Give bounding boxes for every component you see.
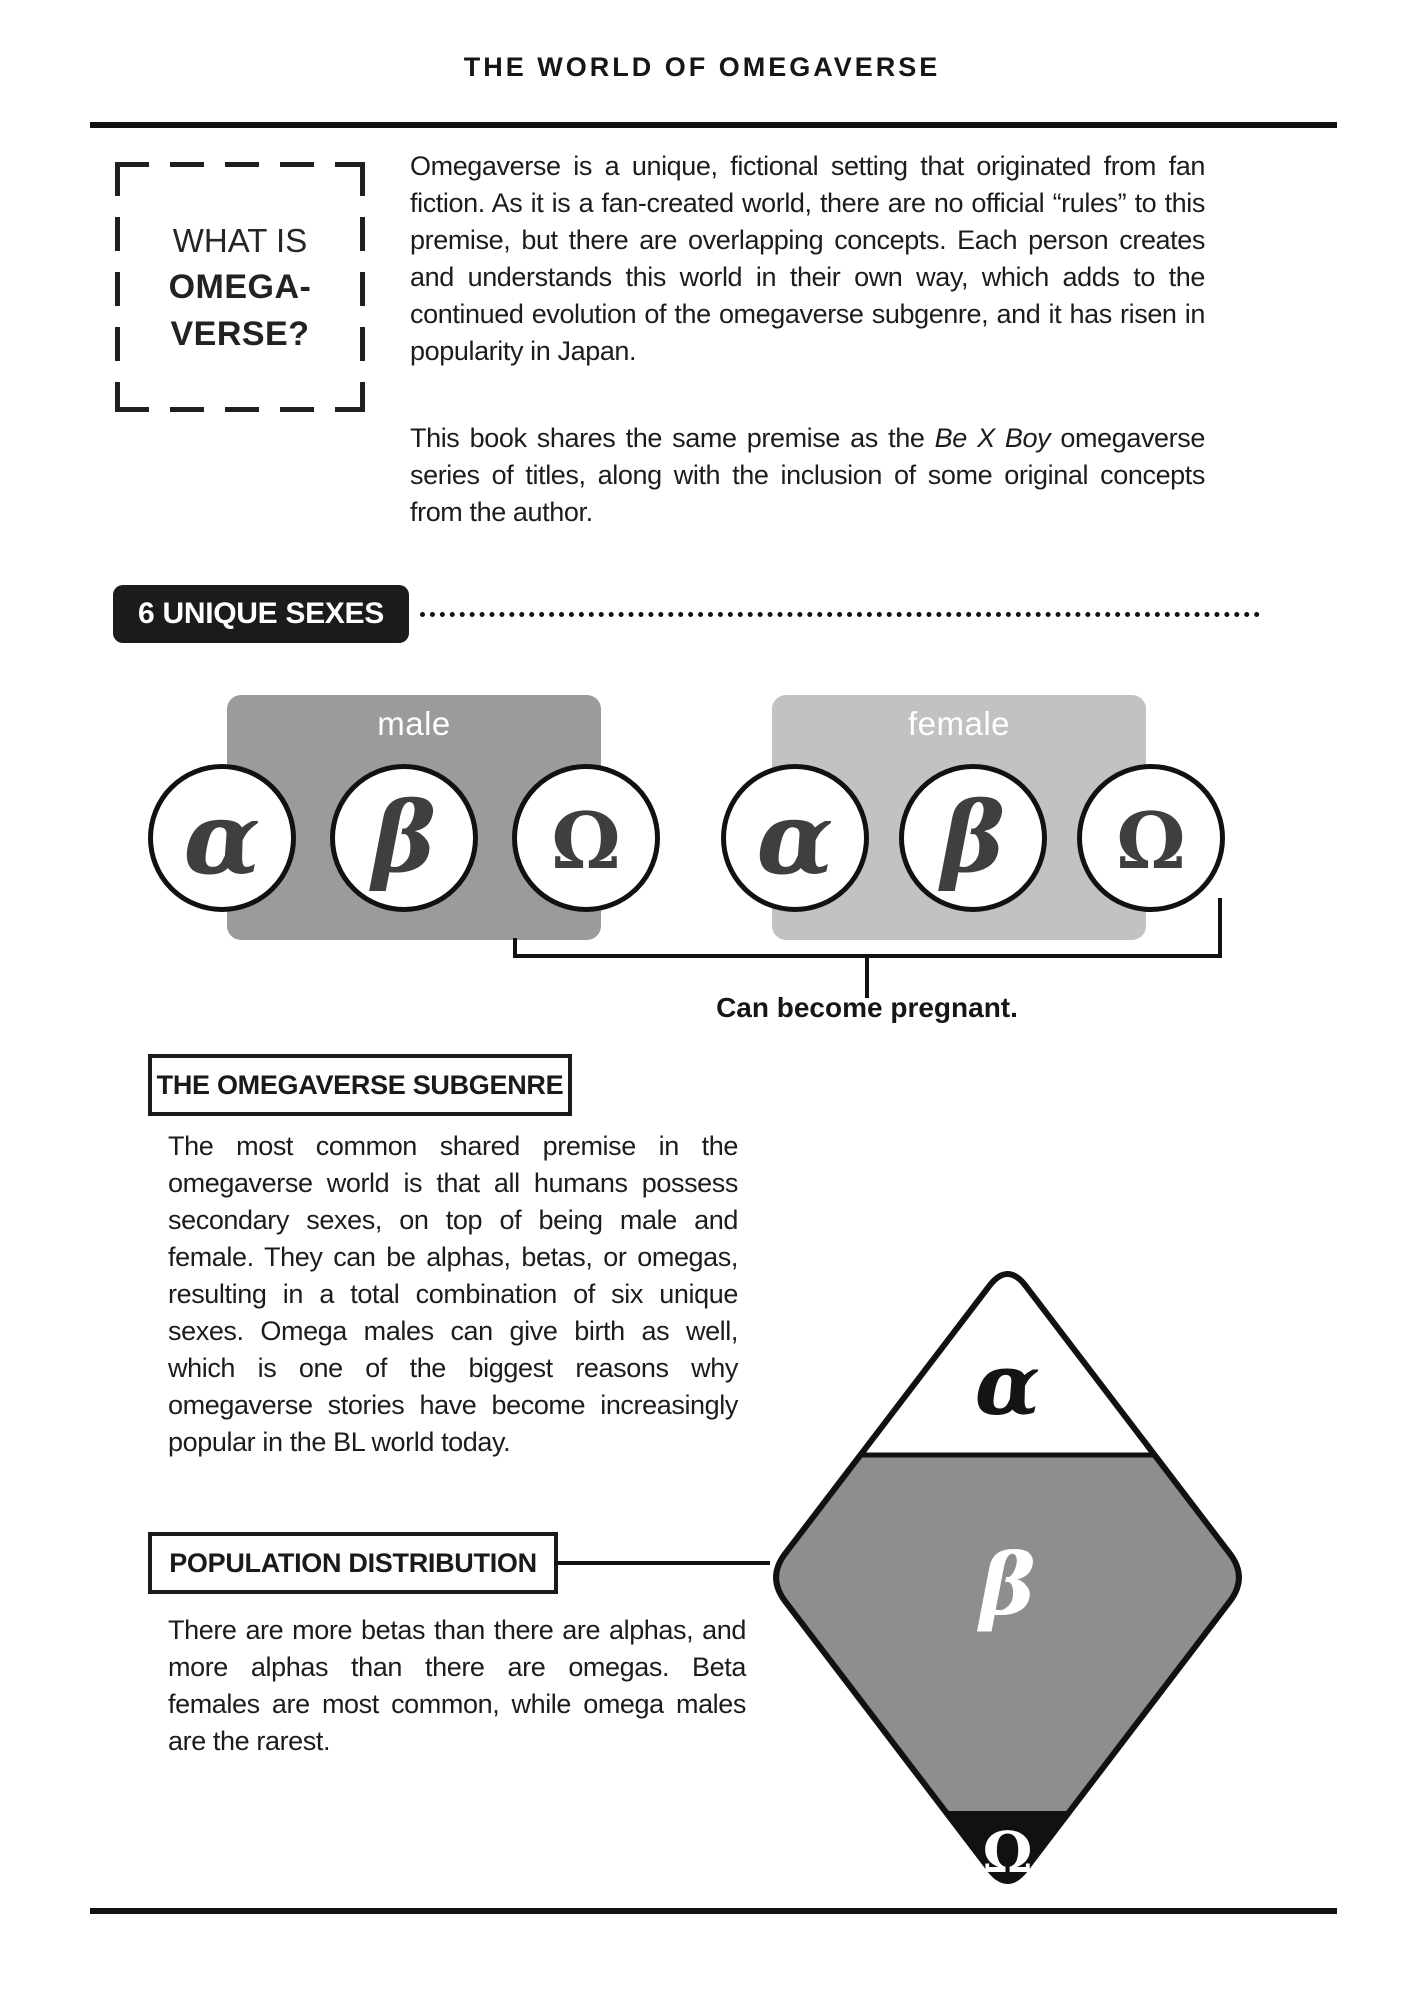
bracket-right-tick: [1218, 898, 1222, 958]
intro-paragraph-1: Omegaverse is a unique, fictional setting that originated from fan fiction. As it is a fan-created world, there are no official “rules” to this premise, but there are overlapping concepts. Each person creates and understands this world in their own way, which adds to the continued evolution of the omegaverse subgenre, and it has risen in popularity in Japan.: [410, 151, 1205, 366]
beta-symbol: β: [372, 781, 436, 894]
female-alpha-circle: [721, 764, 869, 912]
verse-line: VERSE?: [170, 314, 310, 353]
dotted-leader-line: [420, 612, 1260, 617]
female-beta-circle: [899, 764, 1047, 912]
population-section-title-box: POPULATION DISTRIBUTION: [148, 1532, 558, 1594]
bottom-rule: [90, 1908, 1337, 1914]
diamond-omega-symbol: Ω: [982, 1820, 1033, 1886]
intro-paragraph-2: [410, 420, 1205, 531]
omega-line: OMEGA-: [168, 267, 312, 306]
population-diamond-chart: [767, 1262, 1248, 1893]
female-omega-circle: [1077, 764, 1225, 912]
male-beta-circle: [330, 764, 478, 912]
subgenre-section-title-box: THE OMEGAVERSE SUBGENRE: [148, 1054, 572, 1116]
diamond-alpha-symbol: α: [974, 1335, 1041, 1435]
top-rule: [90, 122, 1337, 128]
female-label: female: [907, 705, 1011, 742]
omega-symbol: Ω: [551, 796, 621, 887]
diamond-beta-symbol: β: [979, 1535, 1036, 1634]
what-is-line: WHAT IS: [172, 221, 308, 259]
intro-paragraph-2-post: omegaverse series of titles, along with the inclusion of some original concepts from the author.: [410, 423, 1205, 527]
population-connector-line: [554, 1561, 770, 1565]
male-omega-circle: [512, 764, 660, 912]
section-badge-6-unique-sexes: 6 UNIQUE SEXES: [113, 585, 409, 643]
page-title: THE WORLD OF OMEGAVERSE: [463, 52, 941, 82]
omega-symbol: Ω: [1116, 796, 1186, 887]
male-label: male: [377, 705, 451, 742]
intro-paragraph-2-pre: This book shares the same premise as the: [410, 423, 935, 453]
pregnant-note: Can become pregnant.: [716, 992, 1018, 1023]
alpha-symbol: α: [756, 779, 834, 897]
alpha-symbol: α: [183, 779, 261, 897]
beta-symbol: β: [941, 781, 1005, 894]
book-series-name: Be X Boy: [934, 423, 1051, 453]
subgenre-paragraph: The most common shared premise in the omegaverse world is that all humans possess secondary sexes, on top of being male and female. They can be alphas, betas, or omegas, resulting in a total combination of six unique sexes. Omega males can give birth as well, which is one of the biggest reasons why omegaverse stories have become increasingly popular in the BL world today.: [168, 1131, 738, 1457]
population-paragraph: There are more betas than there are alphas, and more alphas than there are omegas. Beta females are most common, while omega males are the rarest.: [168, 1615, 746, 1756]
what-is-omegaverse-box: [115, 162, 365, 412]
male-alpha-circle: [148, 764, 296, 912]
